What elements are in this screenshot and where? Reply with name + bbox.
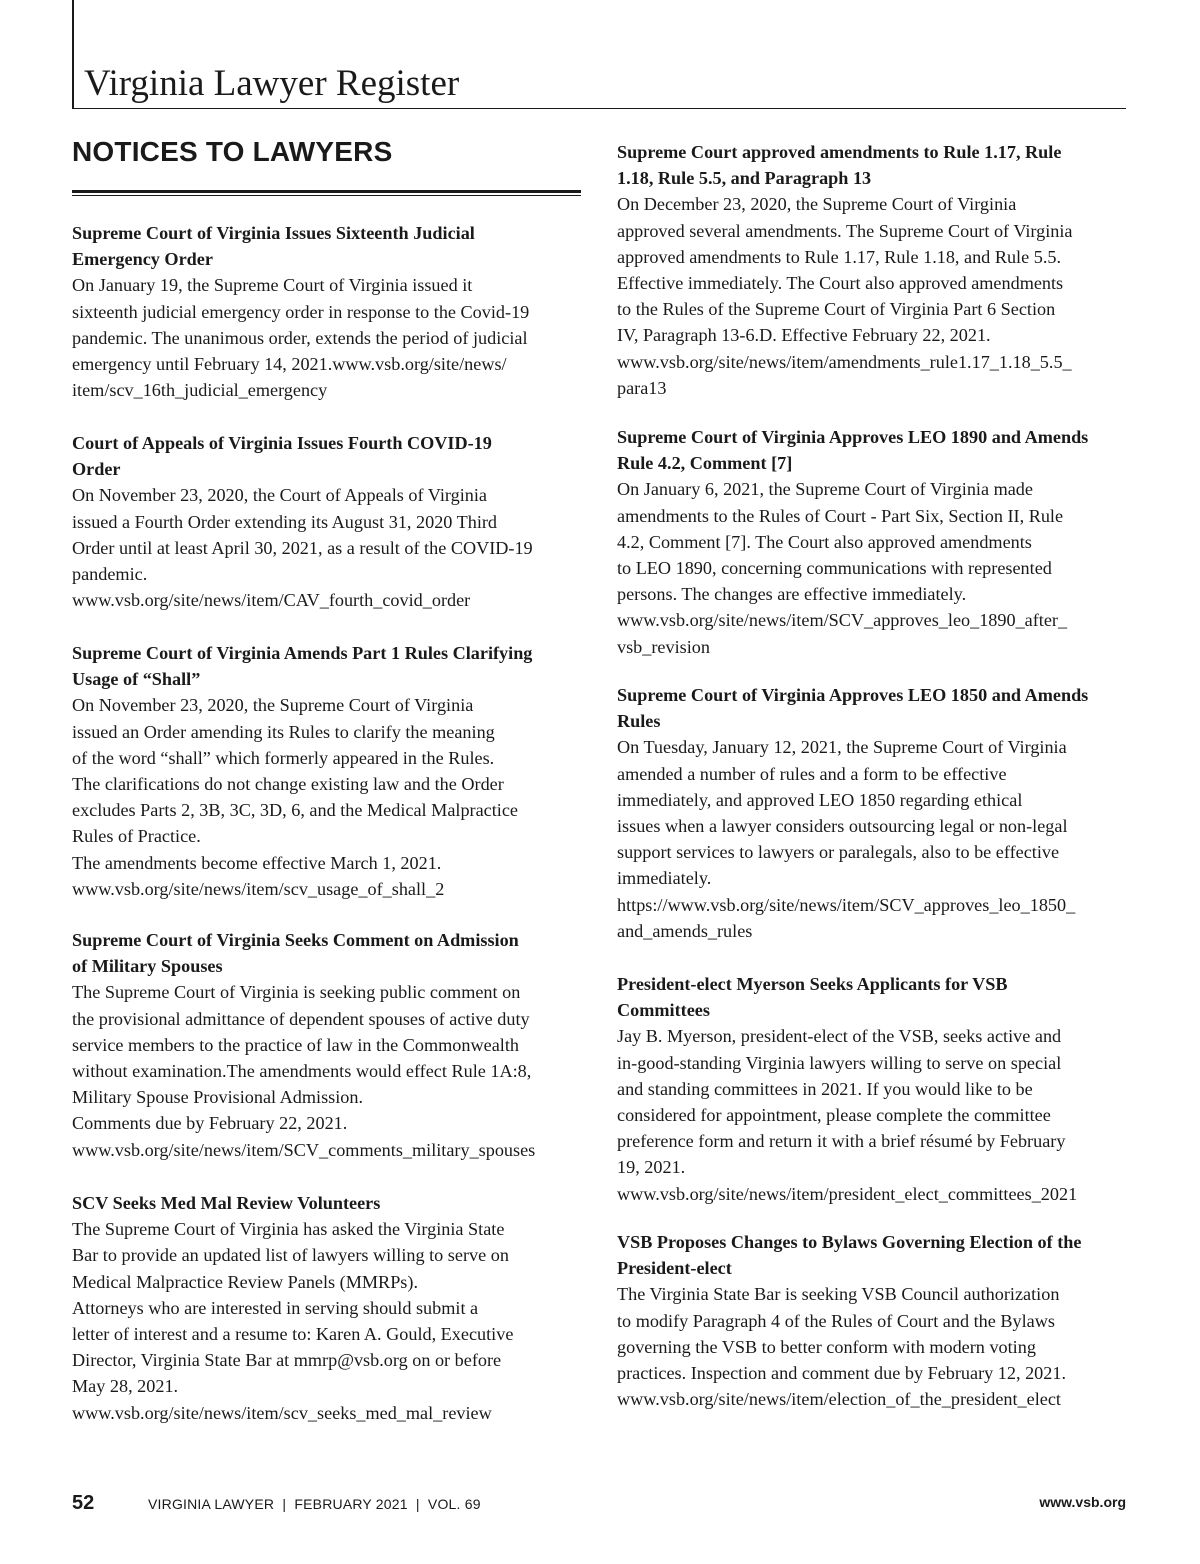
notice-body-line: pandemic.: [72, 564, 148, 585]
notice-body-line: approved amendments to Rule 1.17, Rule 1.18, and Rule 5.5.: [617, 246, 1062, 267]
notice-body: [617, 1023, 1129, 1206]
notice-link[interactable]: and_amends_rules: [617, 920, 753, 941]
notice-body: [617, 1281, 1129, 1412]
notice-title: [617, 424, 1129, 476]
notice-body-line: preference form and return it with a brief résumé by February: [617, 1131, 1066, 1152]
notice-title: [72, 220, 582, 272]
notice-judicial-emergency: [72, 220, 582, 403]
notice-body-line: Rules of Practice.: [72, 826, 201, 847]
notice-body-line: persons. The changes are effective immediately.: [617, 584, 967, 605]
notice-body-line: On November 23, 2020, the Supreme Court of Virginia: [72, 695, 474, 716]
notice-body: [72, 692, 582, 902]
notice-body-line: practices. Inspection and comment due by February 12, 2021.: [617, 1363, 1067, 1384]
notice-body-line: May 28, 2021.: [72, 1376, 179, 1397]
notice-title: [72, 927, 582, 979]
notice-title-line: Order: [72, 459, 121, 480]
notice-body-line: 19, 2021.: [617, 1157, 686, 1178]
notice-body-line: The Supreme Court of Virginia has asked the Virginia State: [72, 1219, 505, 1240]
notice-body-line: support services to lawyers or paralegals, also to be effective: [617, 842, 1060, 863]
notice-title-line: President-elect Myerson Seeks Applicants for VSB: [617, 974, 1008, 994]
notice-body-line: pandemic. The unanimous order, extends the period of judicial: [72, 327, 528, 348]
notice-body-line: On Tuesday, January 12, 2021, the Supreme Court of Virginia: [617, 737, 1067, 758]
notice-body: [72, 979, 582, 1162]
header-vertical-rule: [72, 0, 74, 108]
page-number: 52: [72, 1492, 95, 1514]
notice-body-line: issued a Fourth Order extending its August 31, 2020 Third: [72, 511, 498, 532]
notice-rule-amendments: [617, 139, 1129, 401]
notice-body-line: issued an Order amending its Rules to clarify the meaning: [72, 721, 495, 742]
page-title: Virginia Lawyer Register: [84, 63, 460, 104]
notice-link[interactable]: item/scv_16th_judicial_emergency: [72, 380, 328, 401]
notice-usage-of-shall: [72, 640, 582, 902]
notice-body-line: amended a number of rules and a form to be effective: [617, 763, 1007, 784]
notice-body-line: The Virginia State Bar is seeking VSB Council authorization: [617, 1284, 1060, 1305]
notice-body-line: service members to the practice of law in the Commonwealth: [72, 1034, 519, 1055]
notice-title-line: Supreme Court of Virginia Issues Sixteenth Judicial: [72, 223, 475, 243]
notice-title-line: 1.18, Rule 5.5, and Paragraph 13: [617, 168, 872, 189]
notice-body-line: On November 23, 2020, the Court of Appeals of Virginia: [72, 485, 487, 506]
header-horizontal-rule: [72, 108, 1126, 109]
notice-title: [72, 640, 582, 692]
notice-link[interactable]: www.vsb.org/site/news/item/scv_seeks_med_mal_review: [72, 1402, 492, 1423]
notice-link[interactable]: www.vsb.org/site/news/item/scv_usage_of_shall_2: [72, 878, 445, 899]
notice-body: [72, 1216, 582, 1426]
notice-link[interactable]: www.vsb.org/site/news/item/president_elect_committees_2021: [617, 1183, 1078, 1204]
notice-title-line: Emergency Order: [72, 249, 213, 270]
notice-body-line: sixteenth judicial emergency order in response to the Covid-19: [72, 301, 530, 322]
notice-body-line: immediately, and approved LEO 1850 regarding ethical: [617, 789, 1023, 810]
notice-link[interactable]: www.vsb.org/site/news/item/SCV_approves_leo_1890_after_: [617, 610, 1068, 631]
notice-title-line: Supreme Court of Virginia Amends Part 1 Rules Clarifying: [72, 643, 533, 663]
notice-body-line: letter of interest and a resume to: Karen A. Gould, Executive: [72, 1324, 514, 1345]
notice-bylaws-election: [617, 1229, 1129, 1412]
notice-body-line: to LEO 1890, concerning communications with represented: [617, 558, 1052, 579]
notice-title: [72, 430, 582, 482]
notice-body-line: On January 19, the Supreme Court of Virginia issued it: [72, 275, 473, 296]
notice-leo-1890: [617, 424, 1129, 660]
notice-body-line: Order until at least April 30, 2021, as a result of the COVID-19: [72, 537, 533, 558]
notice-body-line: to modify Paragraph 4 of the Rules of Court and the Bylaws: [617, 1310, 1055, 1331]
footer-website: www.vsb.org: [1039, 1494, 1126, 1510]
notice-body-line: Comments due by February 22, 2021.: [72, 1113, 348, 1134]
notice-body-line: Director, Virginia State Bar at mmrp@vsb.org on or before: [72, 1350, 502, 1371]
notice-body-line: the provisional admittance of dependent spouses of active duty: [72, 1008, 530, 1029]
notice-body-line: excludes Parts 2, 3B, 3C, 3D, 6, and the Medical Malpractice: [72, 800, 518, 821]
notice-title-line: Committees: [617, 1000, 710, 1021]
notice-title-line: SCV Seeks Med Mal Review Volunteers: [72, 1193, 381, 1213]
notice-title-line: Supreme Court of Virginia Approves LEO 1890 and Amends: [617, 427, 1089, 447]
notice-body-line: approved several amendments. The Supreme Court of Virginia: [617, 220, 1073, 241]
notice-body-line: considered for appointment, please complete the committee: [617, 1105, 1051, 1126]
notice-military-spouses: [72, 927, 582, 1163]
notice-link[interactable]: www.vsb.org/site/news/item/CAV_fourth_covid_order: [72, 590, 471, 611]
notice-body-line: 4.2, Comment [7]. The Court also approved amendments: [617, 531, 1032, 552]
notice-link[interactable]: www.vsb.org/site/news/item/election_of_the_president_elect: [617, 1389, 1061, 1410]
notice-title-line: Rule 4.2, Comment [7]: [617, 453, 793, 474]
notice-body-line: Jay B. Myerson, president-elect of the VSB, seeks active and: [617, 1026, 1062, 1047]
notice-title: [617, 971, 1129, 1023]
section-heading: NOTICES TO LAWYERS: [72, 136, 393, 167]
notice-body-line: The amendments become effective March 1, 2021.: [72, 852, 442, 873]
notice-title: [617, 1229, 1129, 1281]
section-divider: [72, 190, 581, 196]
notice-med-mal-volunteers: [72, 1190, 582, 1426]
notice-body-line: immediately.: [617, 868, 712, 889]
notice-body-line: Bar to provide an updated list of lawyers willing to serve on: [72, 1245, 509, 1266]
notice-title-line: President-elect: [617, 1258, 732, 1279]
notice-body-line: amendments to the Rules of Court - Part Six, Section II, Rule: [617, 505, 1064, 526]
notice-title-line: VSB Proposes Changes to Bylaws Governing Election of the: [617, 1232, 1082, 1252]
notice-body-line: On December 23, 2020, the Supreme Court of Virginia: [617, 194, 1017, 215]
notice-body-line: of the word “shall” which formerly appeared in the Rules.: [72, 747, 495, 768]
notice-fourth-covid-order: [72, 430, 582, 613]
notice-body-line: and standing committees in 2021. If you would like to be: [617, 1078, 1033, 1099]
notice-link[interactable]: vsb_revision: [617, 636, 710, 657]
publication-info: VIRGINIA LAWYER | FEBRUARY 2021 | VOL. 69: [148, 1496, 481, 1512]
notice-link[interactable]: www.vsb.org/site/news/item/amendments_rule1.17_1.18_5.5_: [617, 351, 1072, 372]
notice-title-line: Usage of “Shall”: [72, 669, 201, 690]
notice-leo-1850: [617, 682, 1129, 944]
notice-body: [617, 191, 1129, 401]
notice-body: [72, 272, 582, 403]
notice-body-line: issues when a lawyer considers outsourcing legal or non-legal: [617, 816, 1068, 837]
notice-body-line: On January 6, 2021, the Supreme Court of Virginia made: [617, 479, 1033, 500]
notice-body: [617, 476, 1129, 659]
notice-body-line: governing the VSB to better conform with modern voting: [617, 1336, 1036, 1357]
notice-body-line: in-good-standing Virginia lawyers willing to serve on special: [617, 1052, 1062, 1073]
notice-body-line: The clarifications do not change existing law and the Order: [72, 774, 504, 795]
notice-title-line: Supreme Court approved amendments to Rule 1.17, Rule: [617, 142, 1062, 162]
notice-body-line: Effective immediately. The Court also approved amendments: [617, 273, 1064, 294]
notice-body-line: to the Rules of the Supreme Court of Virginia Part 6 Section: [617, 299, 1056, 320]
notice-body: [72, 482, 582, 613]
notice-body-line: Medical Malpractice Review Panels (MMRPs).: [72, 1271, 418, 1292]
notice-title-line: Court of Appeals of Virginia Issues Fourth COVID-19: [72, 433, 492, 453]
notice-body-line: The Supreme Court of Virginia is seeking public comment on: [72, 982, 521, 1003]
notice-title: [72, 1190, 582, 1216]
notice-body-line: emergency until February 14, 2021.www.vsb.org/site/news/: [72, 354, 507, 375]
notice-title-line: Supreme Court of Virginia Approves LEO 1850 and Amends: [617, 685, 1089, 705]
notice-body-line: without examination.The amendments would effect Rule 1A:8,: [72, 1061, 532, 1082]
notice-body-line: IV, Paragraph 13-6.D. Effective February 22, 2021.: [617, 325, 991, 346]
notice-title-line: Supreme Court of Virginia Seeks Comment on Admission: [72, 930, 519, 950]
notice-title-line: Rules: [617, 711, 661, 732]
notice-body-line: Military Spouse Provisional Admission.: [72, 1087, 364, 1108]
notice-title-line: of Military Spouses: [72, 956, 223, 977]
notice-body-line: Attorneys who are interested in serving should submit a: [72, 1297, 479, 1318]
notice-link[interactable]: para13: [617, 377, 667, 398]
notice-link[interactable]: https://www.vsb.org/site/news/item/SCV_approves_leo_1850_: [617, 894, 1076, 915]
notice-body: [617, 734, 1129, 944]
notice-committee-applicants: [617, 971, 1129, 1207]
notice-title: [617, 139, 1129, 191]
notice-link[interactable]: www.vsb.org/site/news/item/SCV_comments_military_spouses: [72, 1139, 536, 1160]
notice-title: [617, 682, 1129, 734]
